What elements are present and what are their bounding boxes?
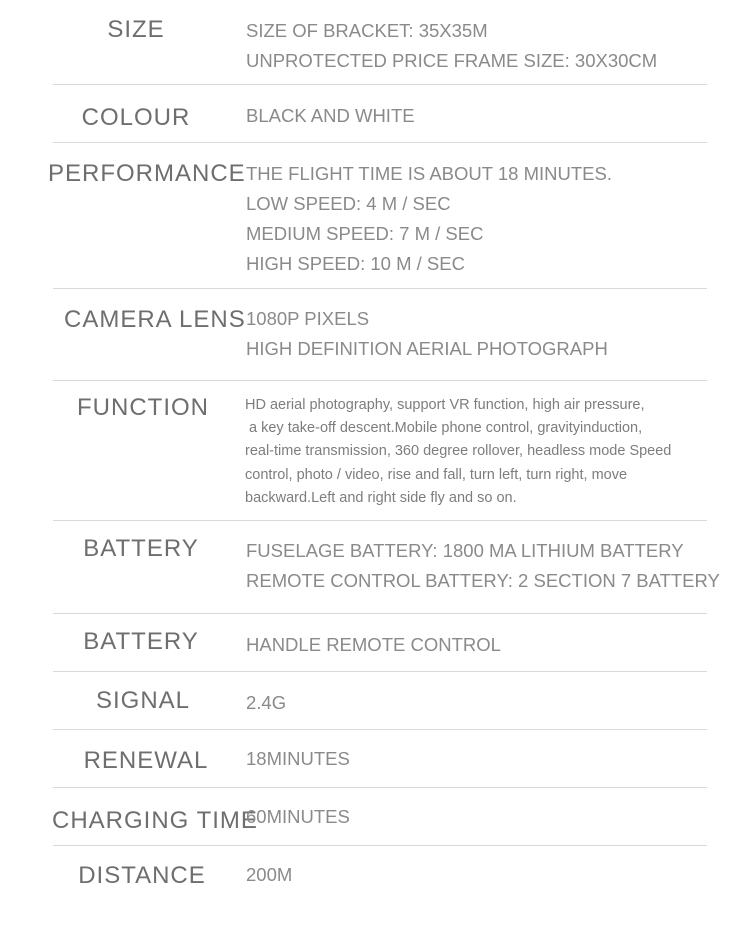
- spec-line: real-time transmission, 360 degree rollover, headless mode Speed: [245, 443, 672, 460]
- divider: [53, 845, 707, 846]
- spec-value-camera-lens: [246, 304, 608, 364]
- spec-value-performance: [246, 159, 612, 279]
- spec-line: REMOTE CONTROL BATTERY: 2 SECTION 7 BATTERY: [246, 570, 720, 591]
- spec-line: SIZE OF BRACKET: 35X35M: [246, 20, 488, 41]
- spec-value-distance: [246, 860, 292, 890]
- spec-line: HIGH SPEED: 10 M / SEC: [246, 253, 465, 274]
- spec-line: 1080P PIXELS: [246, 308, 370, 329]
- spec-label-renewal: RENEWAL: [83, 747, 209, 774]
- divider: [53, 613, 707, 614]
- spec-line: 60MINUTES: [246, 806, 350, 827]
- spec-line: 18MINUTES: [246, 748, 350, 769]
- spec-label-performance: PERFORMANCE: [48, 160, 246, 187]
- divider: [53, 84, 707, 85]
- spec-line: HD aerial photography, support VR function, high air pressure,: [245, 397, 645, 413]
- spec-label-colour: COLOUR: [81, 104, 191, 131]
- spec-line: backward.Left and right side fly and so on.: [245, 489, 517, 506]
- spec-line: LOW SPEED: 4 M / SEC: [246, 193, 451, 214]
- divider: [53, 520, 707, 521]
- spec-value-renewal: [246, 744, 350, 774]
- spec-label-distance: DISTANCE: [78, 862, 206, 889]
- spec-value-colour: [246, 101, 415, 131]
- spec-line: MEDIUM SPEED: 7 M / SEC: [246, 223, 484, 244]
- spec-label-camera-lens: CAMERA LENS: [64, 306, 246, 333]
- spec-line: 2.4G: [246, 692, 287, 713]
- spec-label-size: SIZE: [107, 16, 165, 43]
- spec-line: BLACK AND WHITE: [246, 105, 415, 126]
- divider: [53, 380, 707, 381]
- divider: [53, 671, 707, 672]
- spec-line: control, photo / video, rise and fall, turn left, turn right, move: [245, 466, 628, 483]
- spec-line: THE FLIGHT TIME IS ABOUT 18 MINUTES.: [246, 163, 612, 184]
- spec-line: FUSELAGE BATTERY: 1800 MA LITHIUM BATTERY: [246, 540, 684, 561]
- spec-value-battery: [246, 536, 720, 596]
- spec-label-charging-time: CHARGING TIME: [52, 807, 258, 834]
- divider: [53, 729, 707, 730]
- spec-label-function: FUNCTION: [77, 394, 209, 421]
- spec-value-function: [245, 394, 671, 510]
- divider: [53, 288, 707, 289]
- divider: [53, 142, 707, 143]
- spec-value-battery-handle: [246, 630, 501, 660]
- spec-line: a key take-off descent.Mobile phone control, gravityinduction,: [245, 420, 643, 437]
- spec-label-battery-handle: BATTERY: [83, 628, 199, 655]
- spec-line: HIGH DEFINITION AERIAL PHOTOGRAPH: [246, 338, 608, 359]
- spec-line: 200M: [246, 864, 293, 885]
- divider: [53, 787, 707, 788]
- spec-value-signal: [246, 688, 286, 718]
- spec-label-signal: SIGNAL: [95, 687, 191, 714]
- spec-label-battery: BATTERY: [83, 535, 199, 562]
- spec-line: HANDLE REMOTE CONTROL: [246, 634, 501, 655]
- spec-line: UNPROTECTED PRICE FRAME SIZE: 30X30CM: [246, 50, 658, 71]
- spec-value-charging-time: [246, 802, 350, 832]
- spec-value-size: [246, 16, 657, 76]
